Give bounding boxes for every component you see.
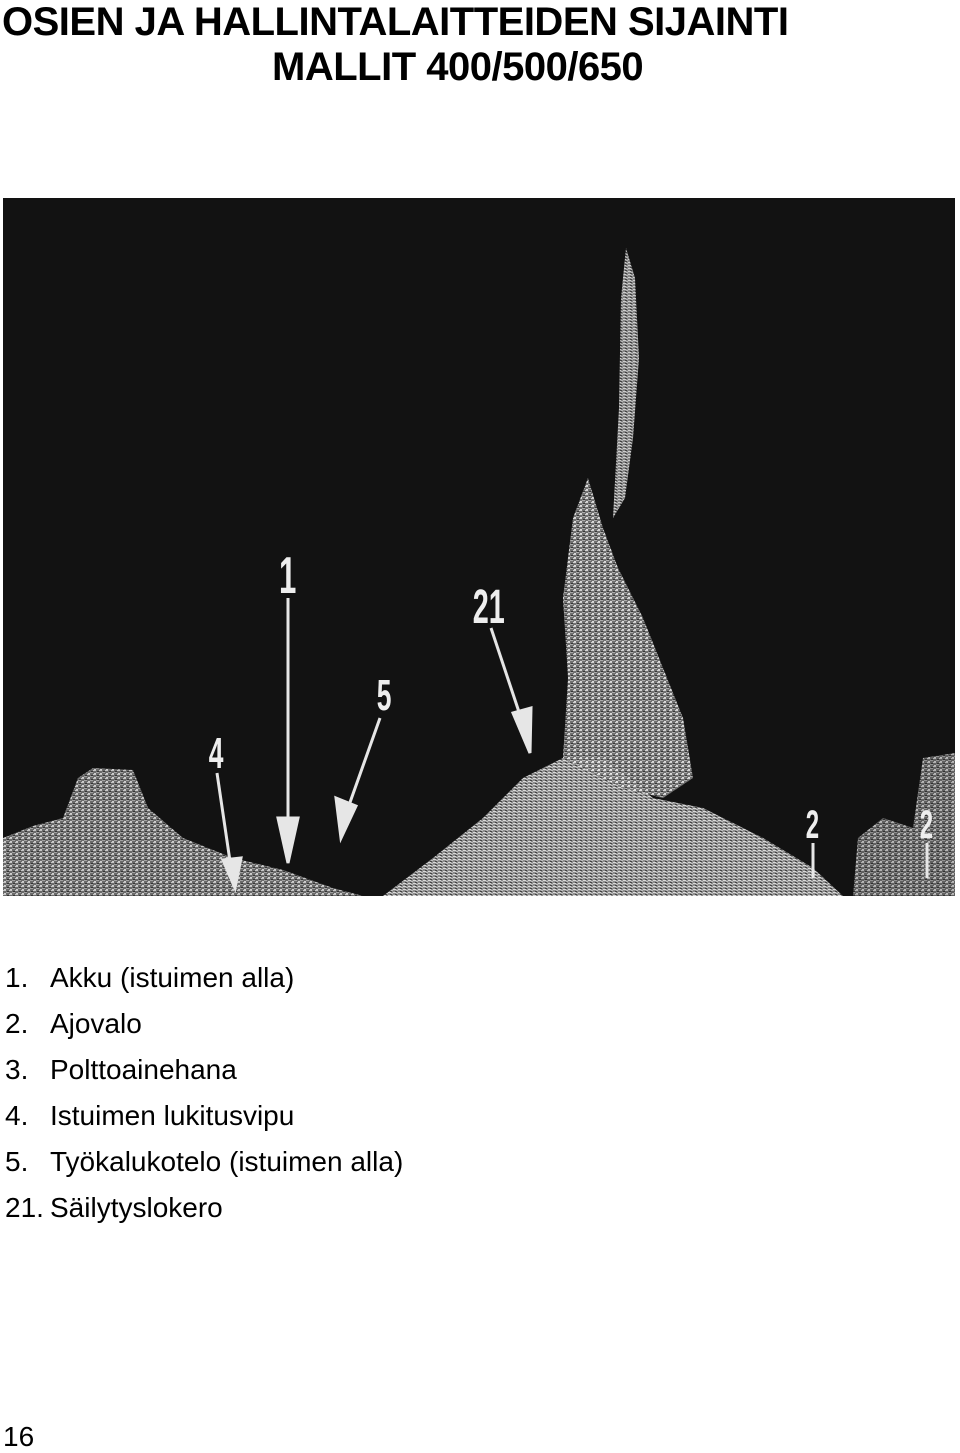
callout-21: 21 — [472, 580, 505, 634]
legend-item — [5, 955, 403, 1001]
legend-number: 4. — [5, 1100, 29, 1131]
antenna-shape — [613, 248, 639, 518]
legend-text: Istuimen lukitusvipu — [50, 1100, 295, 1131]
legend-number: 3. — [5, 1054, 29, 1085]
legend-text: Akku (istuimen alla) — [50, 962, 295, 993]
legend-item — [5, 1001, 403, 1047]
page-title — [2, 0, 788, 90]
arrow-21 — [491, 628, 521, 718]
legend-text: Polttoainehana — [50, 1054, 237, 1085]
callout-5: 5 — [376, 669, 392, 720]
arrowhead-5 — [336, 798, 356, 838]
page-number: 16 — [3, 1421, 35, 1452]
legend-item — [5, 1047, 403, 1093]
legend-text: Ajovalo — [50, 1008, 142, 1039]
legend-number: 1. — [5, 962, 29, 993]
vehicle-parts-photo — [3, 198, 955, 896]
title-line-2: MALLIT 400/500/650 — [272, 45, 644, 89]
arrowhead-1 — [278, 818, 298, 863]
title-line-1: OSIEN JA HALLINTALAITTEIDEN SIJAINTI — [2, 0, 789, 44]
arrowhead-21 — [513, 708, 531, 753]
parts-legend — [5, 955, 403, 1231]
callout-2-right: 2 — [919, 801, 934, 847]
legend-text: Työkalukotelo (istuimen alla) — [50, 1146, 404, 1177]
legend-item — [5, 1093, 403, 1139]
legend-number: 2. — [5, 1008, 29, 1039]
legend-number: 5. — [5, 1146, 29, 1177]
callout-2-left: 2 — [805, 801, 820, 847]
legend-item — [5, 1139, 403, 1185]
legend-text: Säilytyslokero — [50, 1192, 223, 1223]
front-right-shape — [853, 753, 955, 896]
vehicle-parts-illustration — [3, 198, 955, 896]
callout-4: 4 — [208, 727, 224, 778]
arrow-5 — [348, 718, 380, 808]
front-column-shape — [563, 478, 693, 798]
legend-item — [5, 1185, 403, 1231]
callout-1: 1 — [279, 546, 297, 606]
legend-number: 21. — [5, 1192, 44, 1223]
rear-fender-shape — [3, 768, 363, 896]
